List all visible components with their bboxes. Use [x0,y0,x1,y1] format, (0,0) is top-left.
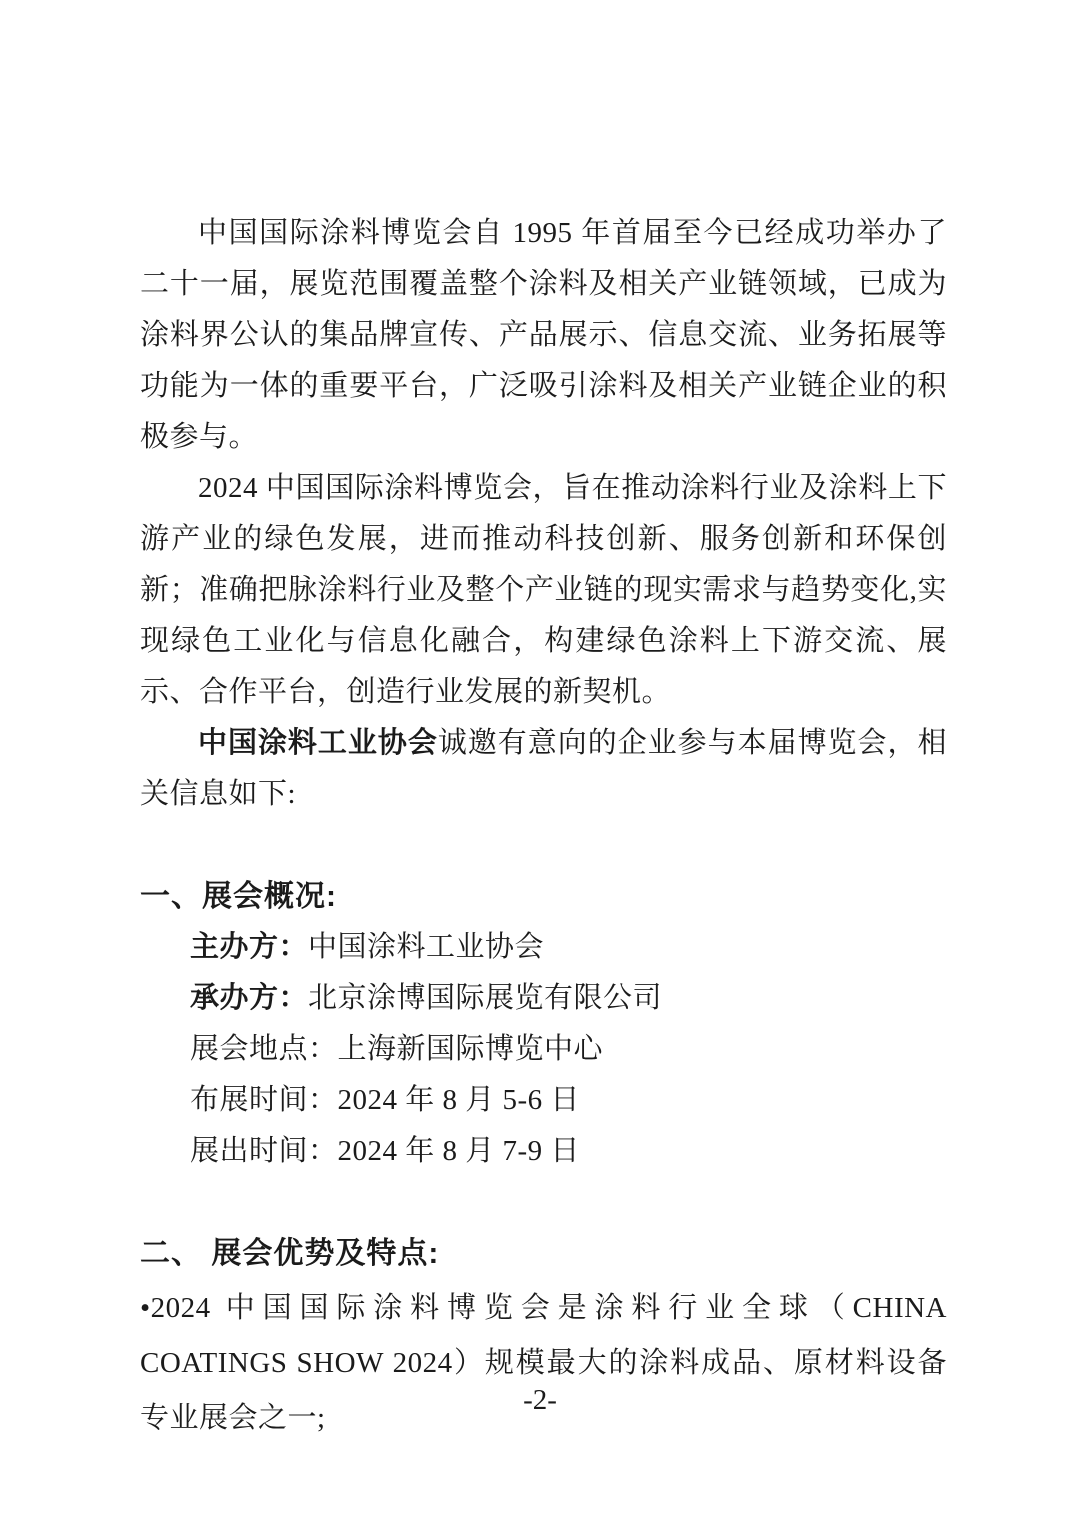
section-1-heading-text: 一、展会概况: [140,880,337,913]
section-2-heading [140,1228,947,1279]
venue-line [140,1024,947,1075]
section-2-heading-text: 二、 展会优势及特点: [140,1237,440,1270]
intro-paragraph-2-text: 2024 中国国际涂料博览会，旨在推动涂料行业及涂料上下游产业的绿色发展，进而推动科技创新、服务创新和环保创新；准确把脉涂料行业及整个产业链的现实需求与趋势变化,实现绿色工业化与信息化融合，构建绿色涂料上下游交流、展示、合作平台，创造行业发展的新契机。 [140,472,947,708]
co-organizer-line-text: 北京涂博国际展览有限公司 [308,982,663,1014]
invitation-paragraph [140,718,947,820]
exhibit-time-line [140,1126,947,1177]
invitation-paragraph-text: 中国涂料工业协会 [198,727,438,759]
advantage-bullet-1 [140,1281,947,1446]
organizer-line-text: 主办方： [190,931,309,963]
document-body [140,208,947,1446]
organizer-line [140,922,947,973]
co-organizer-line [140,973,947,1024]
setup-time-line [140,1075,947,1126]
exhibit-time-line-text: 展出时间：2024 年 8 月 7-9 日 [190,1135,580,1167]
page-number: -2- [523,1384,557,1416]
intro-paragraph-2 [140,463,947,718]
intro-paragraph-1 [140,208,947,463]
intro-paragraph-1-text: 中国国际涂料博览会自 1995 年首届至今已经成功举办了二十一届，展览范围覆盖整个涂料及相关产业链领域，已成为涂料界公认的集品牌宣传、产品展示、信息交流、业务拓展等功能为一体的重要平台，广泛吸引涂料及相关产业链企业的积极参与。 [140,217,947,453]
co-organizer-line-text: 承办方： [190,982,309,1014]
venue-line-text: 展会地点：上海新国际博览中心 [190,1033,604,1065]
section-1-heading [140,871,947,922]
setup-time-line-text: 布展时间：2024 年 8 月 5-6 日 [190,1084,580,1116]
invitation-paragraph-text: 诚邀有意向的企业参与本届博览会，相关信息如下: [140,727,947,810]
advantage-bullet-1-text: •2024 中国国际涂料博览会是涂料行业全球（CHINA COATINGS SHOW 2024）规模最大的涂料成品、原材料设备专业展会之一; [140,1292,947,1434]
organizer-line-text: 中国涂料工业协会 [308,931,545,963]
